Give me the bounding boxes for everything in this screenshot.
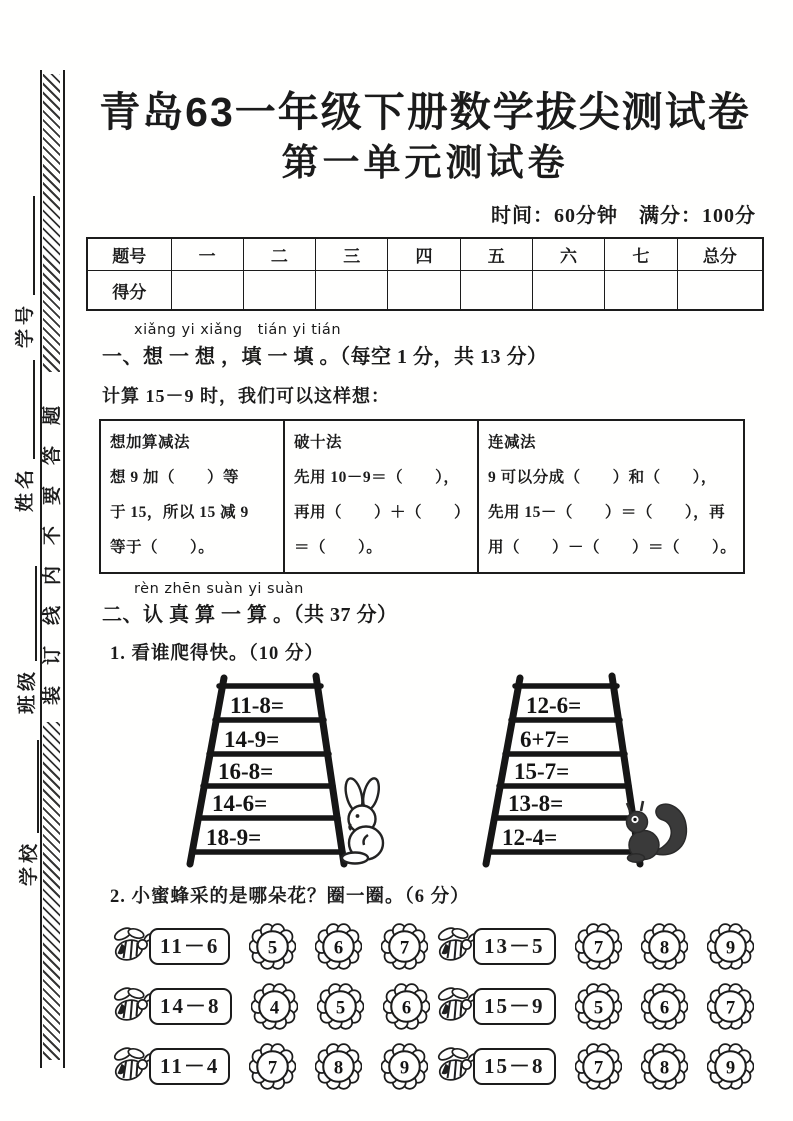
score-empty-cell xyxy=(388,271,460,311)
method-cell-add-to-subtract xyxy=(100,420,284,573)
margin-field-name xyxy=(10,360,35,512)
method-cell-break-ten xyxy=(284,420,478,573)
bee-icon xyxy=(432,985,478,1027)
flower-number: 7 xyxy=(725,997,735,1019)
flower-icon xyxy=(383,983,430,1030)
score-header-cell: 一 xyxy=(171,238,243,271)
method-line: 想 9 加（ ）等 xyxy=(110,469,240,487)
method-title: 破十法 xyxy=(294,434,343,452)
field-blank-line xyxy=(8,196,35,295)
score-empty-cell xyxy=(677,271,763,311)
flower-number: 7 xyxy=(400,937,410,959)
ladder-step: 13-8= xyxy=(508,791,564,817)
flower-number: 4 xyxy=(269,997,279,1019)
bee-icon xyxy=(108,925,154,967)
margin-field-school xyxy=(14,740,39,886)
bee-icon xyxy=(432,1045,478,1087)
flower-icon xyxy=(707,983,754,1030)
flower-icon xyxy=(641,923,688,970)
method-title: 连减法 xyxy=(488,434,537,452)
bee-group xyxy=(432,923,754,970)
field-label: 姓名 xyxy=(15,465,36,512)
flower-icon xyxy=(381,1043,428,1090)
score-value-row xyxy=(87,271,763,311)
flower-number: 8 xyxy=(659,937,669,959)
method-line: 先用 15－（ ）＝（ ），再 xyxy=(488,504,726,522)
score-header-row xyxy=(87,238,763,271)
question1-label: 1. 看谁爬得快。（10 分） xyxy=(110,644,324,665)
field-label: 学校 xyxy=(19,839,40,886)
section1-heading: 一、想 一 想 ，填 一 填 。（每空 1 分，共 13 分） xyxy=(102,346,548,369)
ladder-step: 12-4= xyxy=(502,825,558,851)
flower-icon xyxy=(317,983,364,1030)
score-empty-cell xyxy=(605,271,677,311)
score-row-label: 得分 xyxy=(87,271,171,311)
bee-group xyxy=(108,923,432,970)
time-score-meta: 时间：60分钟 满分：100分 xyxy=(491,205,756,228)
field-blank-line xyxy=(10,566,37,661)
ladder-step: 6+7= xyxy=(520,727,570,753)
method-line: ＝（ ）。 xyxy=(294,539,383,557)
score-header-cell: 六 xyxy=(532,238,604,271)
hatching-top xyxy=(43,74,60,372)
flower-icon xyxy=(707,1043,754,1090)
flower-number: 9 xyxy=(725,937,735,959)
ladder-step: 16-8= xyxy=(218,759,274,785)
score-header-cell: 题号 xyxy=(87,238,171,271)
flower-number: 5 xyxy=(593,997,603,1019)
flower-number: 6 xyxy=(334,937,344,959)
score-header-cell: 七 xyxy=(605,238,677,271)
bee-icon xyxy=(108,985,154,1027)
flower-icon xyxy=(575,923,622,970)
flower-icon xyxy=(315,1043,362,1090)
bee-expression: 14－8 xyxy=(149,988,232,1025)
ladder-race xyxy=(168,672,764,870)
score-empty-cell xyxy=(316,271,388,311)
ladder-right xyxy=(464,672,716,870)
flower-number: 5 xyxy=(268,937,278,959)
method-line: 再用（ ）＋（ ） xyxy=(294,504,471,522)
score-empty-cell xyxy=(171,271,243,311)
flower-number: 8 xyxy=(334,1057,344,1079)
section1-pinyin: xiǎng yi xiǎng tián yi tián xyxy=(134,322,342,339)
ladder-step: 14-9= xyxy=(224,727,280,753)
flower-icon xyxy=(251,983,298,1030)
ladder-step: 11-8= xyxy=(230,693,284,719)
ladder-left xyxy=(168,672,420,870)
field-label: 班级 xyxy=(17,667,38,714)
bee-group xyxy=(432,983,754,1030)
score-header-cell: 三 xyxy=(316,238,388,271)
flower-icon xyxy=(575,1043,622,1090)
flower-icon xyxy=(249,923,296,970)
ladder-step: 12-6= xyxy=(526,693,582,719)
method-line: 先用 10－9＝（ ）， xyxy=(294,469,460,487)
score-header-cell: 二 xyxy=(243,238,315,271)
squirrel-icon xyxy=(614,792,694,866)
score-header-cell: 五 xyxy=(460,238,532,271)
flower-icon xyxy=(575,983,622,1030)
bee-row xyxy=(108,976,764,1036)
ladder-step: 18-9= xyxy=(206,825,262,851)
flower-icon xyxy=(381,923,428,970)
section1-intro: 计算 15－9 时，我们可以这样想： xyxy=(102,386,390,407)
flower-number: 6 xyxy=(401,997,411,1019)
field-blank-line xyxy=(12,740,39,833)
ladder-step: 15-7= xyxy=(514,759,570,785)
method-line: 于 15，所以 15 减 9 xyxy=(110,504,249,522)
binding-line-warning: 装订线内不要答题 xyxy=(42,385,63,706)
bee-row xyxy=(108,1036,764,1096)
flower-number: 8 xyxy=(659,1057,669,1079)
method-line: 9 可以分成（ ）和（ ）， xyxy=(488,469,717,487)
score-table xyxy=(86,237,764,311)
flower-number: 7 xyxy=(593,1057,603,1079)
section2-heading: 二、认 真 算 一 算 。（共 37 分） xyxy=(102,604,398,627)
rabbit-icon xyxy=(328,774,398,866)
method-title: 想加算减法 xyxy=(110,434,191,452)
flower-number: 7 xyxy=(268,1057,278,1079)
method-line: 用（ ）－（ ）＝（ ）。 xyxy=(488,539,737,557)
flower-number: 7 xyxy=(593,937,603,959)
method-cell-successive-subtraction xyxy=(478,420,744,573)
bee-group xyxy=(108,983,432,1030)
bee-expression: 15－9 xyxy=(473,988,556,1025)
margin-field-student-number xyxy=(10,196,35,348)
flower-icon xyxy=(641,1043,688,1090)
score-empty-cell xyxy=(532,271,604,311)
flower-number: 5 xyxy=(335,997,345,1019)
question2-label: 2. 小蜜蜂采的是哪朵花？圈一圈。（6 分） xyxy=(110,887,470,908)
flower-icon xyxy=(641,983,688,1030)
hatching-bottom xyxy=(43,722,60,1060)
flower-number: 9 xyxy=(400,1057,410,1079)
ladder-step: 14-6= xyxy=(212,791,268,817)
bee-expression: 11－4 xyxy=(149,1048,230,1085)
flower-icon xyxy=(249,1043,296,1090)
bee-expression: 15－8 xyxy=(473,1048,556,1085)
field-blank-line xyxy=(8,360,35,459)
flower-icon xyxy=(315,923,362,970)
methods-table xyxy=(99,419,745,574)
flower-icon xyxy=(707,923,754,970)
bee-icon xyxy=(432,925,478,967)
margin-field-class xyxy=(12,566,37,714)
bee-expression: 11－6 xyxy=(149,928,230,965)
bee-icon xyxy=(108,1045,154,1087)
score-empty-cell xyxy=(243,271,315,311)
flower-number: 9 xyxy=(725,1057,735,1079)
unit-title: 第一单元测试卷 xyxy=(281,142,569,184)
flower-number: 6 xyxy=(659,997,669,1019)
bee-group xyxy=(432,1043,754,1090)
field-label: 学号 xyxy=(15,301,36,348)
method-line: 等于（ ）。 xyxy=(110,539,215,557)
paper-content xyxy=(86,86,764,1096)
section2-pinyin: rèn zhēn suàn yi suàn xyxy=(134,581,304,598)
paper-title: 青岛63一年级下册数学拔尖测试卷 xyxy=(99,89,751,135)
score-header-cell: 四 xyxy=(388,238,460,271)
bee-row xyxy=(108,916,764,976)
score-empty-cell xyxy=(460,271,532,311)
bee-expression: 13－5 xyxy=(473,928,556,965)
bee-flower-matching xyxy=(108,916,764,1096)
bee-group xyxy=(108,1043,432,1090)
score-header-cell: 总分 xyxy=(677,238,763,271)
